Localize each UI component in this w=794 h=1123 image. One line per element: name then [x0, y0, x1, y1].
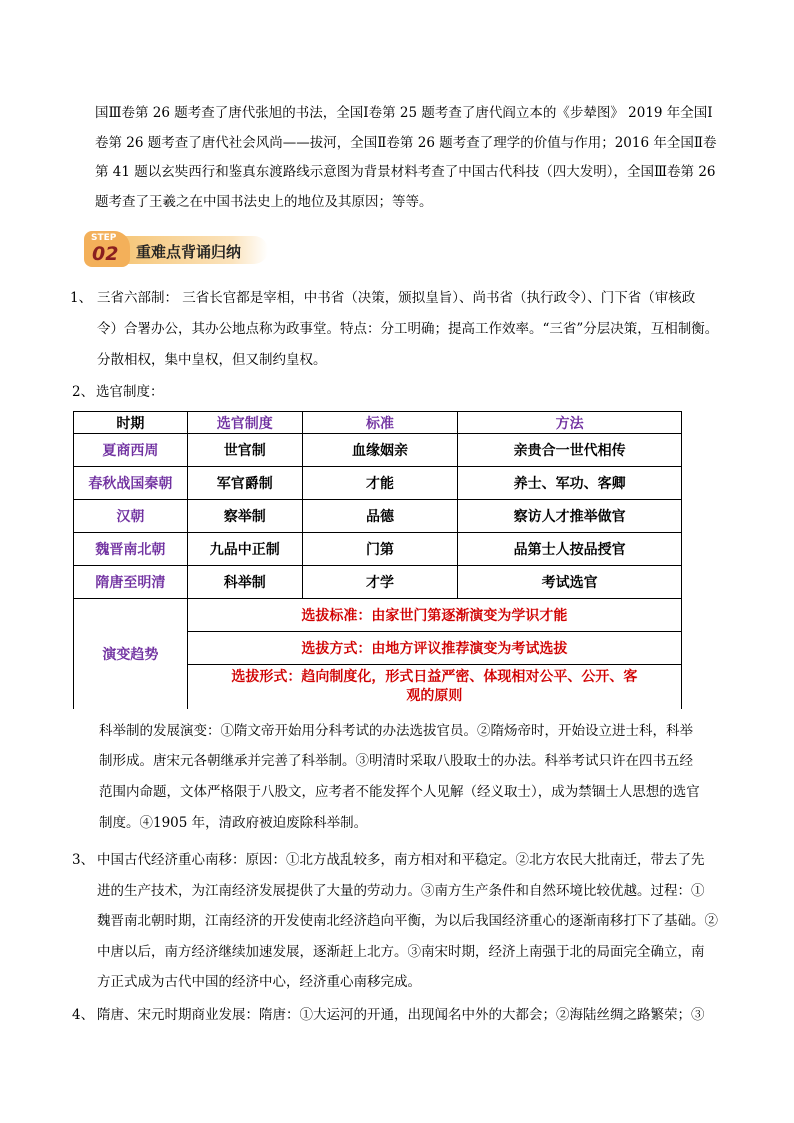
cell-method: 考试选官: [458, 566, 682, 599]
item2-number: 2、: [72, 384, 95, 400]
item2-title: 选官制度：: [96, 384, 164, 400]
cell-standard: 才学: [302, 566, 458, 599]
cell-period: 夏商西周: [74, 434, 188, 467]
intro-line-2: 卷第 26 题考查了唐代社会风尚——拔河，全国Ⅱ卷第 26 题考查了理学的价值与作用；2016 年全国Ⅱ卷: [95, 135, 717, 151]
cell-system: 科举制: [187, 566, 302, 599]
cell-period: 隋唐至明清: [74, 566, 188, 599]
section-heading-bar: [124, 236, 268, 264]
item1-line-3: 分散相权，集中皇权，但又制约皇权。: [97, 352, 327, 368]
cell-period: 春秋战国秦朝: [74, 467, 188, 500]
trend-form-line-2: 观的原则: [406, 688, 463, 704]
header-method: 方法: [458, 412, 682, 434]
cell-period: 魏晋南北朝: [74, 533, 188, 566]
keju-line-2: 制形成。唐宋元各朝继承并完善了科举制。③明清时采取八股取士的办法。科举考试只许在四书五经: [99, 753, 693, 769]
cell-system: 九品中正制: [187, 533, 302, 566]
cell-system: 世官制: [187, 434, 302, 467]
cell-method: 养士、军功、客卿: [458, 467, 682, 500]
step-label: STEP: [91, 233, 117, 243]
item3-line-3: 魏晋南北朝时期，江南经济的开发使南北经济趋向平衡，为以后我国经济重心的逐渐南移打下了基础。②: [97, 913, 718, 929]
item3-line-4: 中唐以后，南方经济继续加速发展，逐渐赶上北方。③南宋时期，经济上南强于北的局面完全确立，南: [97, 944, 705, 960]
item1-line-1: 三省六部制： 三省长官都是宰相，中书省（决策，颁拟皇旨）、尚书省（执行政令）、门下省（审核政: [97, 290, 696, 306]
cell-method: 察访人才推举做官: [458, 500, 682, 533]
cell-period: 汉朝: [74, 500, 188, 533]
item1-line-2: 令）合署办公，其办公地点称为政事堂。特点：分工明确；提高工作效率。“三省”分层决策，互相制衡。: [97, 321, 719, 337]
step-badge: [84, 231, 130, 267]
table-header-row: [74, 412, 682, 434]
trend-label: 演变趋势: [74, 599, 188, 710]
item3-line-5: 方正式成为古代中国的经济中心，经济重心南移完成。: [97, 974, 421, 990]
cell-method: 亲贵合一世代相传: [458, 434, 682, 467]
item3-number: 3、: [72, 852, 95, 868]
cell-standard: 门第: [302, 533, 458, 566]
table-row: [74, 500, 682, 533]
cell-standard: 才能: [302, 467, 458, 500]
table-row: [74, 533, 682, 566]
cell-system: 察举制: [187, 500, 302, 533]
item1-number: 1、: [70, 290, 93, 306]
item3-line-1: 中国古代经济重心南移：原因：①北方战乱较多，南方相对和平稳定。②北方农民大批南迁，带去了先: [97, 852, 705, 868]
cell-standard: 品德: [302, 500, 458, 533]
step-number: 02: [92, 243, 119, 265]
item4-line-1: 隋唐、宋元时期商业发展：隋唐：①大运河的开通，出现闻名中外的大都会；②海陆丝绸之路繁荣；③: [97, 1007, 705, 1023]
keju-line-1: 科举制的发展演变：①隋文帝开始用分科考试的办法选拔官员。②隋炀帝时，开始设立进士科，科举: [99, 723, 693, 739]
item4-number: 4、: [72, 1007, 95, 1023]
cell-method: 品第士人按品授官: [458, 533, 682, 566]
header-period: 时期: [74, 412, 188, 434]
selection-system-table: [73, 411, 682, 709]
trend-form: [187, 665, 681, 710]
table-row: [74, 467, 682, 500]
intro-line-4: 题考查了王羲之在中国书法史上的地位及其原因；等等。: [95, 194, 433, 210]
item3-line-2: 进的生产技术，为江南经济发展提供了大量的劳动力。③南方生产条件和自然环境比较优越。过程：①: [97, 883, 705, 899]
cell-system: 军官爵制: [187, 467, 302, 500]
keju-line-3: 范围内命题，文体严格限于八股文，应考者不能发挥个人见解（经义取士），成为禁锢士人思想的选官: [99, 784, 700, 800]
trend-row: [74, 599, 682, 632]
table-row: [74, 566, 682, 599]
cell-standard: 血缘姻亲: [302, 434, 458, 467]
trend-standard: 选拔标准：由家世门第逐渐演变为学识才能: [187, 599, 681, 632]
header-standard: 标准: [302, 412, 458, 434]
intro-line-3: 第 41 题以玄奘西行和鉴真东渡路线示意图为背景材料考查了中国古代科技（四大发明），全国Ⅲ卷第 26: [95, 164, 716, 180]
intro-line-1: 国Ⅲ卷第 26 题考查了唐代张旭的书法，全国Ⅰ卷第 25 题考查了唐代阎立本的《步辇图》 2019 年全国Ⅰ: [95, 105, 713, 121]
keju-line-4: 制度。④1905 年，清政府被迫废除科举制。: [99, 815, 368, 831]
table-row: [74, 434, 682, 467]
header-system: 选官制度: [187, 412, 302, 434]
trend-form-line-1: 选拔形式：趋向制度化，形式日益严密、体现相对公平、公开、客: [231, 669, 638, 685]
trend-method: 选拔方式：由地方评议推荐演变为考试选拔: [187, 632, 681, 665]
section-title: 重难点背诵归纳: [136, 243, 242, 261]
